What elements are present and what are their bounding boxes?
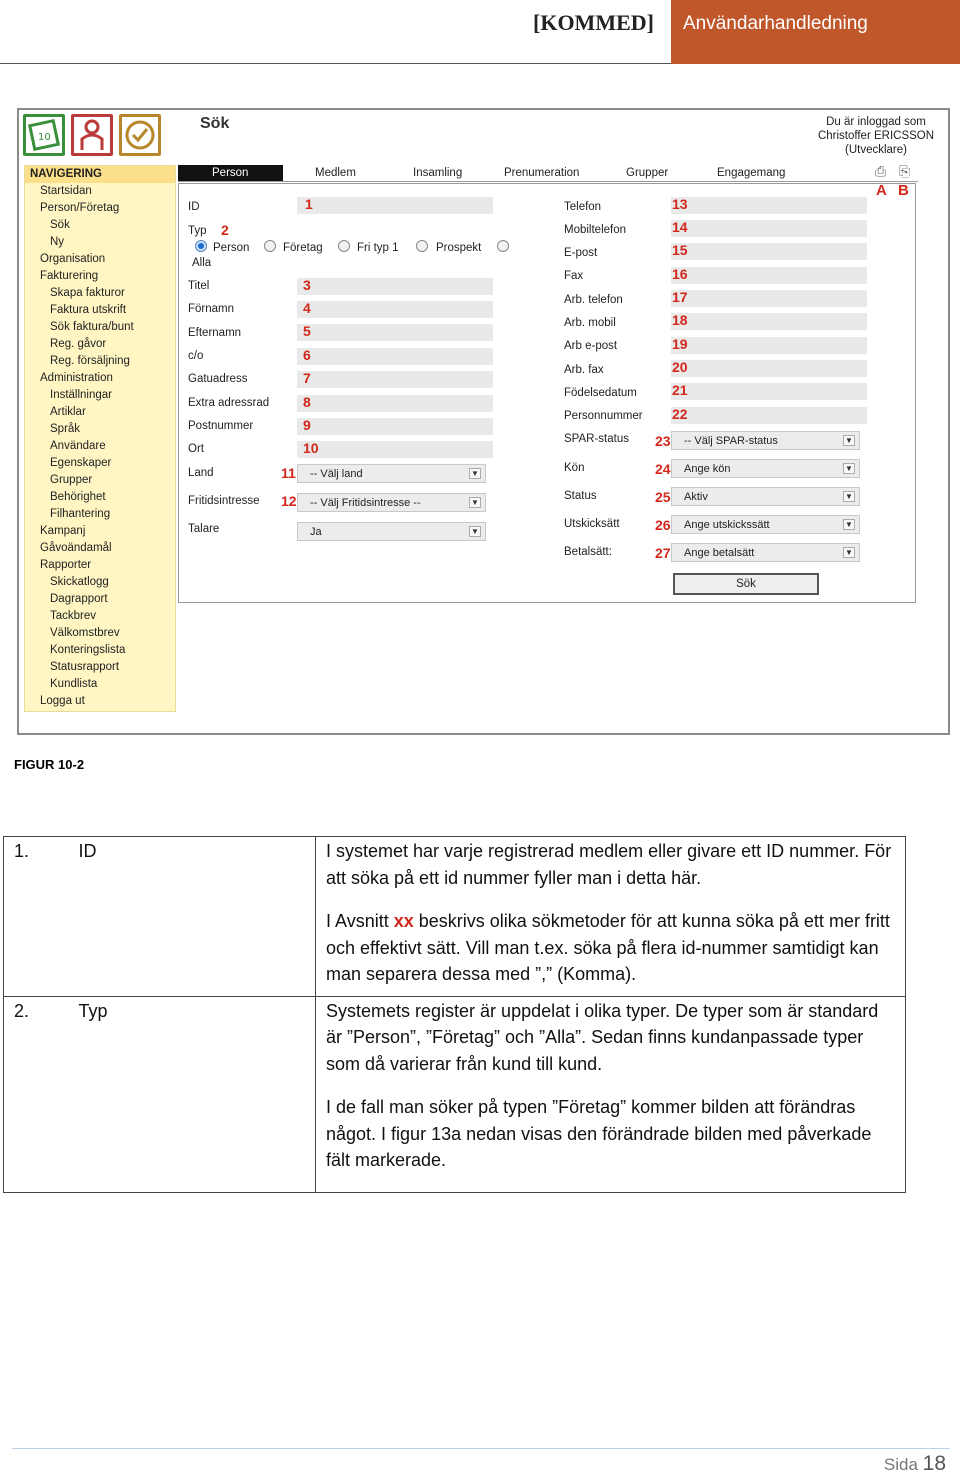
postnummer-input[interactable] [297, 418, 493, 435]
sidebar-item[interactable]: Sök faktura/bunt [50, 321, 134, 333]
number-13: 13 [672, 196, 688, 212]
tab-grupper[interactable]: Grupper [626, 167, 669, 179]
ort-input[interactable] [297, 441, 493, 458]
sidebar-item[interactable]: Välkomstbrev [50, 627, 120, 639]
sidebar-item[interactable]: Statusrapport [50, 661, 120, 673]
tab-medlem[interactable]: Medlem [315, 167, 356, 179]
chevron-down-icon: ▼ [843, 435, 855, 446]
number-1: 1 [305, 196, 313, 212]
print-icon[interactable]: ⎙ [875, 163, 887, 179]
number-14: 14 [672, 219, 688, 235]
status-select-value: Aktiv [684, 491, 708, 503]
mobiltelefon-label: Mobiltelefon [564, 224, 627, 236]
number-17: 17 [672, 289, 688, 305]
spar-status-label: SPAR-status [564, 433, 629, 445]
sidebar-item[interactable]: Dagrapport [50, 593, 108, 605]
mobiltelefon-input[interactable] [671, 220, 867, 237]
gatuadress-input[interactable] [297, 371, 493, 388]
paragraph-text: I Avsnitt [326, 911, 394, 931]
chevron-down-icon: ▼ [843, 519, 855, 530]
number-8: 8 [303, 394, 311, 410]
login-line: Du är inloggad som [826, 116, 926, 128]
notebook-logo-icon[interactable] [23, 114, 65, 156]
fodelsedatum-input[interactable] [671, 383, 867, 400]
talare-select[interactable] [297, 522, 486, 541]
fritidsintresse-select-value: -- Välj Fritidsintresse -- [310, 497, 421, 509]
titel-label: Titel [188, 280, 210, 292]
tab-prenumeration[interactable]: Prenumeration [504, 167, 580, 179]
tab-insamling[interactable]: Insamling [413, 167, 463, 179]
row-number: 2. [4, 996, 68, 1192]
talare-select-value: Ja [310, 526, 322, 538]
search-panel [178, 183, 916, 603]
ort-label: Ort [188, 443, 204, 455]
number-11: 11 [281, 465, 296, 481]
utskicksatt-select-value: Ange utskickssätt [684, 519, 770, 531]
radio-prospekt-label: Prospekt [436, 242, 482, 254]
fornamn-label: Förnamn [188, 303, 235, 315]
talare-label: Talare [188, 523, 220, 535]
co-input[interactable] [297, 348, 493, 365]
checkmark-logo-icon[interactable] [119, 114, 161, 156]
number-23: 23 [655, 433, 671, 449]
sidebar-item[interactable]: Administration [40, 372, 113, 384]
telefon-input[interactable] [671, 197, 867, 214]
number-7: 7 [303, 370, 311, 386]
login-info [815, 115, 937, 157]
tab-bar [178, 165, 948, 182]
status-select[interactable] [671, 487, 860, 506]
header-title: Användarhandledning [671, 0, 960, 64]
footer-label: Sida [883, 1455, 918, 1474]
svg-text:10: 10 [38, 132, 51, 143]
sidebar-item[interactable]: Inställningar [50, 389, 113, 401]
header-rule [0, 63, 671, 64]
radio-foretag[interactable] [264, 240, 276, 252]
land-label: Land [188, 467, 214, 479]
number-26: 26 [655, 517, 671, 533]
tab-engagemang[interactable]: Engagemang [717, 167, 786, 179]
chevron-down-icon: ▼ [469, 526, 481, 537]
number-2: 2 [221, 222, 229, 238]
e-post-input[interactable] [671, 243, 867, 260]
arb-fax-input[interactable] [671, 360, 867, 377]
personnummer-label: Personnummer [564, 410, 643, 422]
sidebar-item[interactable]: Tackbrev [50, 610, 97, 622]
efternamn-input[interactable] [297, 324, 493, 341]
id-input[interactable] [297, 197, 493, 214]
chevron-down-icon: ▼ [843, 463, 855, 474]
number-6: 6 [303, 347, 311, 363]
chevron-down-icon: ▼ [469, 497, 481, 508]
typ-label: Typ [188, 225, 207, 237]
sidebar-item[interactable]: Kampanj [40, 525, 86, 537]
sidebar-item[interactable]: Person/Företag [40, 202, 120, 214]
spar-status-select[interactable] [671, 431, 860, 450]
sidebar-item[interactable]: Startsidan [40, 185, 92, 197]
number-19: 19 [672, 336, 688, 352]
number-12: 12 [281, 493, 297, 509]
sidebar-item[interactable]: Skapa fakturor [50, 287, 125, 299]
login-role: (Utvecklare) [845, 144, 907, 156]
betalsatt-select[interactable] [671, 543, 860, 562]
number-22: 22 [672, 406, 688, 422]
arb-telefon-input[interactable] [671, 290, 867, 307]
number-20: 20 [672, 359, 688, 375]
search-button[interactable]: Sök [673, 573, 819, 595]
sidebar-item[interactable]: Sök [50, 219, 70, 231]
radio-fri-typ[interactable] [338, 240, 350, 252]
sidebar-list [25, 183, 175, 710]
land-select[interactable] [297, 464, 486, 483]
radio-person[interactable] [195, 240, 207, 252]
chevron-down-icon: ▼ [843, 547, 855, 558]
radio-foretag-label: Företag [283, 242, 323, 254]
number-27: 27 [655, 545, 671, 561]
tab-divider [178, 181, 918, 182]
sidebar-item[interactable]: Reg. försäljning [50, 355, 130, 367]
arb-e-post-label: Arb e-post [564, 340, 618, 352]
sidebar-item[interactable]: Artiklar [50, 406, 86, 418]
table-row [4, 996, 906, 1192]
number-24: 24 [655, 461, 671, 477]
radio-person-label: Person [213, 242, 250, 254]
radio-alla-label: Alla [192, 257, 212, 269]
footer-rule [12, 1448, 950, 1449]
marker-a: A [876, 182, 887, 199]
description-paragraph: I systemet har varje registrerad medlem eller givare ett ID nummer. För att söka på ett id nummer fyller man i detta här. [326, 841, 892, 888]
sidebar-item[interactable]: Egenskaper [50, 457, 112, 469]
chevron-down-icon: ▼ [843, 491, 855, 502]
kon-select[interactable] [671, 459, 860, 478]
sidebar-item[interactable]: Grupper [50, 474, 93, 486]
figure-caption: FIGUR 10-2 [14, 757, 85, 772]
row-term: ID [68, 837, 316, 997]
utskicksatt-select[interactable] [671, 515, 860, 534]
chevron-down-icon: ▼ [469, 468, 481, 479]
sidebar-item[interactable]: Faktura utskrift [50, 304, 127, 316]
efternamn-label: Efternamn [188, 327, 242, 339]
sidebar-navigation [24, 165, 176, 712]
arb-telefon-label: Arb. telefon [564, 294, 623, 306]
arb-e-post-input[interactable] [671, 337, 867, 354]
page-number: 18 [922, 1452, 946, 1474]
land-select-value: -- Välj land [310, 468, 363, 480]
page-title: Sök [200, 115, 230, 132]
fritidsintresse-label: Fritidsintresse [188, 495, 260, 507]
table-row [4, 837, 906, 997]
sidebar-item[interactable]: Användare [50, 440, 106, 452]
radio-prospekt[interactable] [416, 240, 428, 252]
number-3: 3 [303, 277, 311, 293]
number-15: 15 [672, 242, 688, 258]
sidebar-item[interactable]: Fakturering [40, 270, 99, 282]
status-label: Status [564, 490, 597, 502]
gatuadress-label: Gatuadress [188, 373, 248, 385]
fax-label: Fax [564, 270, 584, 282]
fritidsintresse-select[interactable] [297, 493, 486, 512]
description-paragraph: I de fall man söker på typen ”Företag” kommer bilden att förändras något. I figur 13a nedan visas den förändrade bilden med påverkade fält markerade. [326, 1097, 872, 1170]
arb-mobil-input[interactable] [671, 313, 867, 330]
betalsatt-label: Betalsätt: [564, 546, 612, 558]
radio-fri-typ-label: Fri typ 1 [357, 242, 399, 254]
row-number: 1. [4, 837, 68, 997]
sidebar-item[interactable]: Gåvoändamål [40, 542, 112, 554]
number-10: 10 [303, 440, 319, 456]
personnummer-input[interactable] [671, 407, 867, 424]
sidebar-item[interactable]: Ny [50, 236, 65, 248]
sidebar-heading: NAVIGERING [25, 166, 175, 183]
sidebar-item[interactable]: Rapporter [40, 559, 92, 571]
titel-input[interactable] [297, 278, 493, 295]
sidebar-item[interactable]: Organisation [40, 253, 106, 265]
number-5: 5 [303, 323, 311, 339]
fornamn-input[interactable] [297, 301, 493, 318]
sidebar-item[interactable]: Skickatlogg [50, 576, 109, 588]
export-icon[interactable]: ⎘ [899, 163, 911, 179]
kon-label: Kön [564, 462, 585, 474]
paragraph-text: beskrivs olika sökmetoder för att kunna söka på ett mer fritt och effektivt sätt. Vill man t.ex. söka på flera id-nummer samtidigt kan man separera dessa med ”,” (Komma). [326, 911, 890, 984]
number-4: 4 [303, 300, 311, 316]
number-18: 18 [672, 312, 688, 328]
description-paragraph: Systemets register är uppdelat i olika typer. De typer som är standard är ”Person”, ”Företag” och ”Alla”. Sedan finns kundanpassade typer som då varierar från kund till kund. [326, 1000, 879, 1074]
sidebar-item[interactable]: Logga ut [40, 695, 85, 707]
fax-input[interactable] [671, 267, 867, 284]
arb-fax-label: Arb. fax [564, 364, 604, 376]
betalsatt-select-value: Ange betalsätt [684, 547, 755, 559]
header-brand: [KOMMED] [533, 10, 654, 35]
page-footer [884, 1452, 946, 1474]
person-logo-icon[interactable] [71, 114, 113, 156]
description-table [3, 836, 906, 1193]
number-16: 16 [672, 266, 688, 282]
postnummer-label: Postnummer [188, 420, 254, 432]
sidebar-item[interactable]: Konteringslista [50, 644, 126, 656]
id-label: ID [188, 201, 200, 213]
extra-adressrad-input[interactable] [297, 395, 493, 412]
number-9: 9 [303, 417, 311, 433]
sidebar-item[interactable]: Behörighet [50, 491, 106, 503]
row-description [316, 996, 906, 1192]
marker-b: B [898, 182, 909, 199]
section-placeholder: xx [393, 911, 414, 931]
kon-select-value: Ange kön [684, 463, 731, 475]
login-user: Christoffer ERICSSON [817, 130, 935, 142]
e-post-label: E-post [564, 247, 598, 259]
sidebar-item[interactable]: Reg. gåvor [50, 338, 107, 350]
extra-adressrad-label: Extra adressrad [188, 397, 270, 409]
row-description [316, 837, 906, 997]
sidebar-item[interactable]: Kundlista [50, 678, 98, 690]
screenshot-figure [17, 108, 950, 735]
utskicksatt-label: Utskicksätt [564, 518, 620, 530]
co-label: c/o [188, 350, 204, 362]
number-21: 21 [672, 382, 688, 398]
fodelsedatum-label: Födelsedatum [564, 387, 637, 399]
telefon-label: Telefon [564, 201, 602, 213]
sidebar-item[interactable]: Filhantering [50, 508, 111, 520]
row-term: Typ [68, 996, 316, 1192]
tab-person[interactable]: Person [178, 165, 283, 182]
sidebar-item[interactable]: Språk [50, 423, 81, 435]
spar-status-select-value: -- Välj SPAR-status [684, 435, 778, 447]
description-paragraph [326, 908, 895, 988]
number-25: 25 [655, 489, 671, 505]
arb-mobil-label: Arb. mobil [564, 317, 616, 329]
radio-alla[interactable] [497, 240, 509, 252]
